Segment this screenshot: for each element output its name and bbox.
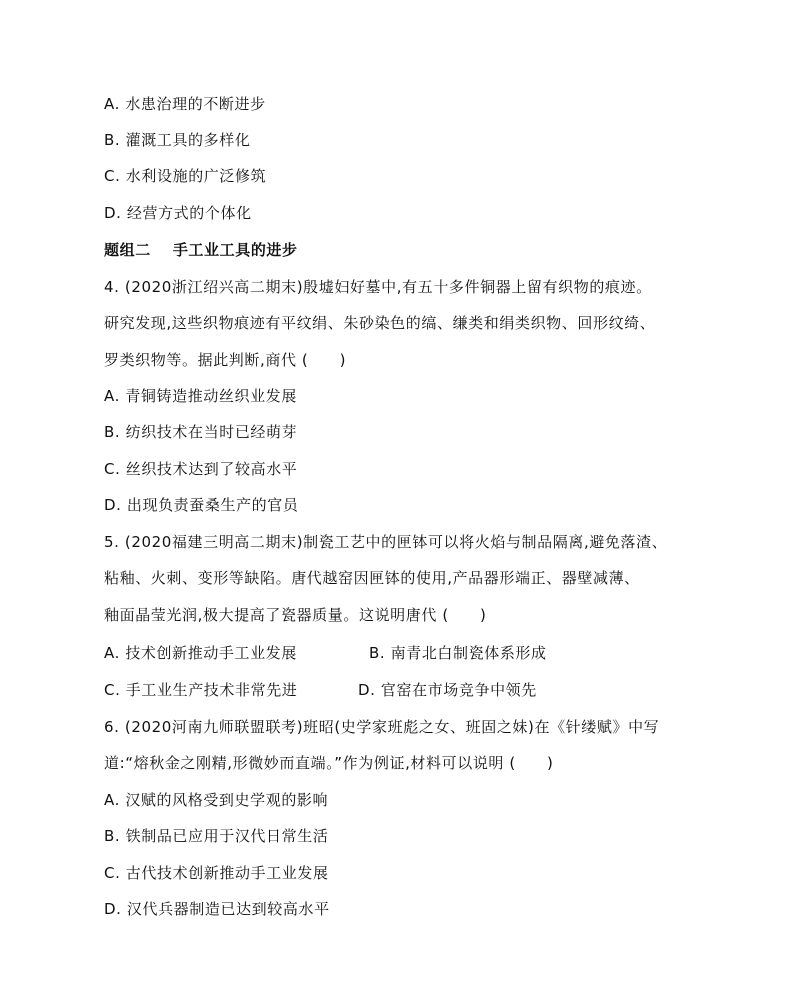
q4-option-b: B. 纺织技术在当时已经萌芽 [104,423,298,441]
q4-stem-line-2: 研究发现,这些织物痕迹有平纹绢、朱砂染色的缟、缣类和绢类织物、回形纹绮、 [104,314,656,332]
q4-option-c: C. 丝织技术达到了较高水平 [104,460,298,478]
q4-option-d: D. 出现负责蚕桑生产的官员 [104,496,299,514]
q3-option-a: A. 水患治理的不断进步 [104,95,266,113]
q6-option-c: C. 古代技术创新推动手工业发展 [104,864,329,882]
q5-stem-line-1: 5. (2020福建三明高二期末)制瓷工艺中的匣钵可以将火焰与制品隔离,避免落渣、 [104,533,668,551]
q4-stem-line-1: 4. (2020浙江绍兴高二期末)殷墟妇好墓中,有五十多件铜器上留有织物的痕迹。 [104,278,652,296]
q5-option-d: D. 官窑在市场竞争中领先 [358,681,537,699]
q4-option-a: A. 青铜铸造推动丝织业发展 [104,387,297,405]
section-title: 手工业工具的进步 [172,241,298,259]
q6-stem-line-2: 道:“熔秋金之刚精,形微妙而直端。”作为例证,材料可以说明 ( ) [104,754,554,772]
q5-stem-line-3: 釉面晶莹光润,极大提高了瓷器质量。这说明唐代 ( ) [104,606,487,624]
q3-option-d: D. 经营方式的个体化 [104,204,252,222]
q5-stem-line-2: 粘釉、火刺、变形等缺陷。唐代越窑因匣钵的使用,产品器形端正、器壁减薄、 [104,569,640,587]
q4-stem-line-3: 罗类织物等。据此判断,商代 ( ) [104,351,347,369]
q6-option-d: D. 汉代兵器制造已达到较高水平 [104,900,330,918]
q3-option-c: C. 水利设施的广泛修筑 [104,167,267,185]
q6-option-a: A. 汉赋的风格受到史学观的影响 [104,791,329,809]
q6-stem-line-1: 6. (2020河南九师联盟联考)班昭(史学家班彪之女、班固之妹)在《针缕赋》中写 [104,718,660,736]
q3-option-b: B. 灌溉工具的多样化 [104,131,251,149]
q5-option-c: C. 手工业生产技术非常先进 [104,681,298,699]
q5-option-b: B. 南青北白制瓷体系形成 [369,644,547,662]
q6-option-b: B. 铁制品已应用于汉代日常生活 [104,827,329,845]
q5-option-a: A. 技术创新推动手工业发展 [104,644,297,662]
section-label: 题组二 [104,241,151,259]
section-heading [104,240,298,260]
